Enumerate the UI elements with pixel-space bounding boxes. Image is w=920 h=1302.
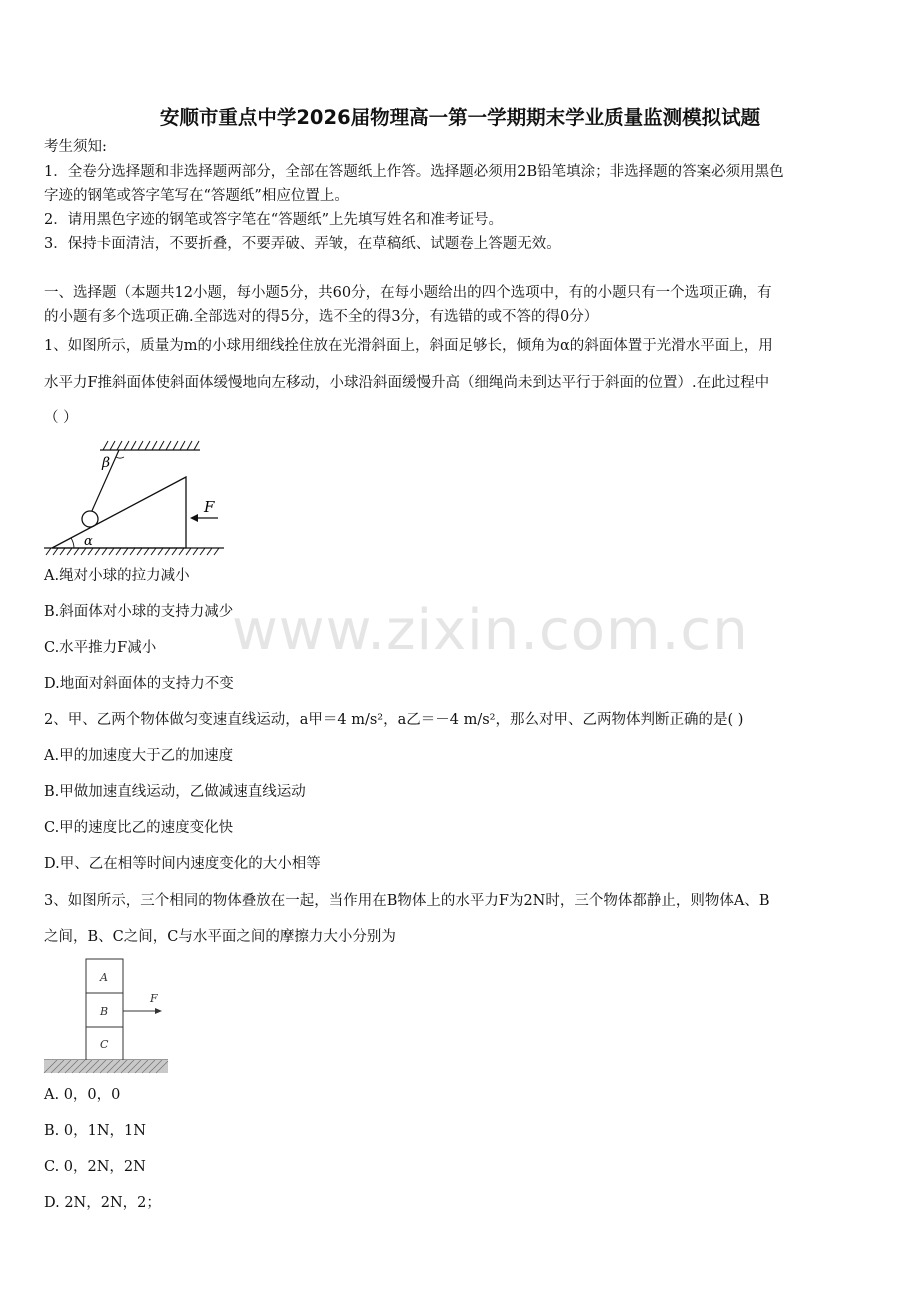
q2-option-d: D.甲、乙在相等时间内速度变化的大小相等	[44, 856, 321, 872]
q2-option-a: A.甲的加速度大于乙的加速度	[44, 748, 234, 764]
beta-label: β	[102, 455, 111, 471]
q1-stem-line1: 1、如图所示，质量为m的小球用细线拴住放在光滑斜面上，斜面足够长，倾角为α的斜面体置于光滑水平面上，用	[44, 338, 773, 354]
q3-option-b: B. 0，1N，1N	[44, 1123, 146, 1139]
q3-option-d: D. 2N，2N，2；	[44, 1195, 161, 1211]
q3-option-a: A. 0，0，0	[44, 1087, 121, 1103]
block-c-label: C	[100, 1038, 109, 1051]
alpha-label: α	[84, 534, 93, 549]
notice-item: 字迹的钢笔或答字笔写在“答题纸”相应位置上。	[44, 188, 349, 204]
q1-option-b: B.斜面体对小球的支持力减少	[44, 604, 234, 620]
q1-incline-figure	[40, 434, 230, 560]
q1-option-c: C.水平推力F减小	[44, 640, 157, 656]
watermark: www.zixin.com.cn	[232, 598, 749, 663]
q3-stem-line1: 3、如图所示，三个相同的物体叠放在一起，当作用在B物体上的水平力F为2N时，三个物体都静止，则物体A、B	[44, 893, 770, 909]
q3-force-label: F	[150, 992, 158, 1005]
q3-stem-line2: 之间，B、C之间，C与水平面之间的摩擦力大小分别为	[44, 929, 396, 945]
q2-option-b: B.甲做加速直线运动，乙做减速直线运动	[44, 784, 306, 800]
q1-stem-line2: 水平力F推斜面体使斜面体缓慢地向左移动，小球沿斜面缓慢升高（细绳尚未到达平行于斜面的位置）.在此过程中	[44, 375, 770, 391]
force-label: F	[204, 498, 215, 516]
q1-option-d: D.地面对斜面体的支持力不变	[44, 676, 234, 692]
block-a-label: A	[100, 971, 108, 984]
section-heading-line1: 一、选择题（本题共12小题，每小题5分，共60分，在每小题给出的四个选项中，有的小题只有一个选项正确，有	[44, 285, 772, 301]
q1-stem-line3: （ ）	[44, 410, 78, 426]
notice-heading: 考生须知:	[44, 139, 107, 155]
page-title: 安顺市重点中学2026届物理高一第一学期期末学业质量监测模拟试题	[159, 106, 761, 129]
notice-item: 1．全卷分选择题和非选择题两部分，全部在答题纸上作答。选择题必须用2B铅笔填涂；非选择题的答案必须用黑色	[44, 164, 784, 180]
q2-stem: 2、甲、乙两个物体做匀变速直线运动，a甲＝4 m/s²，a乙＝－4 m/s²，那么对甲、乙两物体判断正确的是( )	[44, 712, 744, 728]
q3-option-c: C. 0，2N，2N	[44, 1159, 146, 1175]
notice-item: 2．请用黑色字迹的钢笔或答字笔在“答题纸”上先填写姓名和准考证号。	[44, 212, 504, 228]
block-b-label: B	[100, 1005, 109, 1018]
q3-blocks-figure	[42, 956, 172, 1076]
notice-item: 3．保持卡面清洁，不要折叠，不要弄破、弄皱，在草稿纸、试题卷上答题无效。	[44, 236, 561, 252]
q1-option-a: A.绳对小球的拉力减小	[44, 568, 190, 584]
section-heading-line2: 的小题有多个选项正确.全部选对的得5分，选不全的得3分，有选错的或不答的得0分）	[44, 309, 599, 325]
q2-option-c: C.甲的速度比乙的速度变化快	[44, 820, 234, 836]
